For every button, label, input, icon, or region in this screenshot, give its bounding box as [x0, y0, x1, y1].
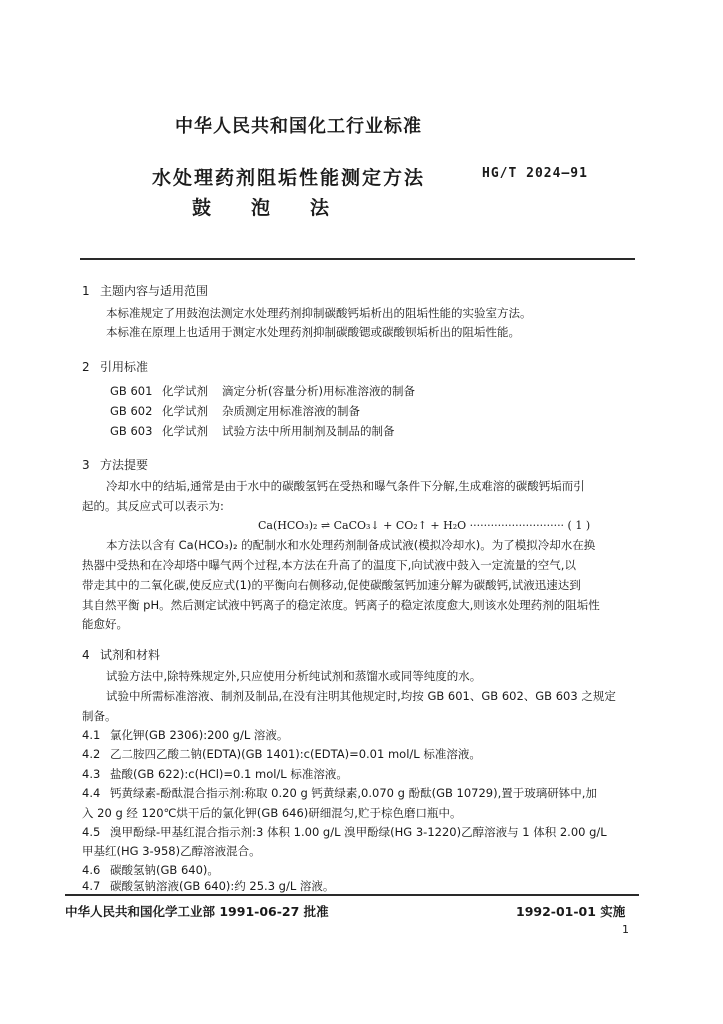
paragraph: 试验中所需标准溶液、制剂及制品,在没有注明其他规定时,均按 GB 601、GB 602、GB 603 之规定	[106, 689, 616, 703]
page-number: 1	[622, 923, 629, 936]
section-4-heading	[82, 646, 160, 663]
item-text: 溴甲酚绿-甲基红混合指示剂:3 体积 1.00 g/L 溴甲酚绿(HG 3-1220)乙醇溶液与 1 体积 2.00 g/L	[110, 825, 607, 839]
reagent-item	[82, 879, 334, 893]
paragraph: 本方法以含有 Ca(HCO₃)₂ 的配制水和水处理药剂制备成试液(模拟冷却水)。为了模拟冷却水在换	[106, 538, 596, 552]
section-number: 3	[82, 458, 90, 472]
issuing-organization: 中华人民共和国化工行业标准	[175, 116, 422, 137]
reaction-equation: Ca(HCO₃)₂ ⇌ CaCO₃↓ + CO₂↑ + H₂O ··························· ( 1 )	[258, 519, 591, 532]
paragraph: 本标准在原理上也适用于测定水处理药剂抑制碳酸锶或碳酸钡垢析出的阻垢性能。	[106, 325, 520, 339]
section-number: 1	[82, 284, 90, 298]
section-number: 4	[82, 648, 90, 662]
reference-code: GB 602	[110, 404, 153, 418]
section-title: 方法提要	[100, 458, 149, 472]
section-3-heading	[82, 456, 148, 473]
reagent-item	[82, 767, 348, 781]
section-1-heading	[82, 282, 208, 299]
item-text: 甲基红(HG 3-958)乙醇溶液混合。	[82, 844, 261, 858]
item-text: 钙黄绿素-酚酞混合指示剂:称取 0.20 g 钙黄绿素,0.070 g 酚酞(GB 10729),置于玻璃研钵中,加	[110, 786, 597, 800]
item-number: 4.1	[82, 728, 101, 742]
reference-row	[110, 384, 415, 398]
item-number: 4.2	[82, 747, 101, 761]
paragraph: 本标准规定了用鼓泡法测定水处理药剂抑制碳酸钙垢析出的阻垢性能的实验室方法。	[106, 306, 532, 320]
reference-category: 化学试剂	[162, 404, 208, 418]
section-title: 试剂和材料	[100, 648, 161, 662]
reference-category: 化学试剂	[162, 384, 208, 398]
section-title: 主题内容与适用范围	[100, 284, 209, 298]
reference-row	[110, 404, 360, 418]
paragraph: 制备。	[82, 709, 117, 723]
reagent-item	[82, 825, 607, 839]
reference-title: 杂质测定用标准溶液的制备	[222, 404, 360, 418]
item-text: 氯化钾(GB 2306):200 g/L 溶液。	[110, 728, 289, 742]
section-title: 引用标准	[100, 360, 149, 374]
header-divider	[80, 258, 635, 260]
paragraph: 能愈好。	[82, 617, 128, 631]
reference-code: GB 601	[110, 384, 153, 398]
reference-title: 滴定分析(容量分析)用标准溶液的制备	[222, 384, 415, 398]
section-2-heading	[82, 358, 148, 375]
document-title: 水处理药剂阻垢性能测定方法	[152, 167, 426, 189]
section-number: 2	[82, 360, 90, 374]
item-text: 碳酸氢钠(GB 640)。	[110, 863, 219, 877]
footer-divider	[65, 894, 639, 896]
paragraph: 热器中受热和在冷却塔中曝气两个过程,本方法在升高了的温度下,向试液中鼓入一定流量的空气,以	[82, 558, 576, 572]
reference-category: 化学试剂	[162, 424, 208, 438]
reagent-item	[82, 786, 597, 800]
item-text: 碳酸氢钠溶液(GB 640):约 25.3 g/L 溶液。	[110, 879, 335, 893]
implementation-date: 1992-01-01 实施	[516, 904, 626, 919]
reagent-item-continuation	[82, 806, 461, 820]
reagent-item-continuation	[82, 844, 261, 858]
paragraph: 其自然平衡 pH。然后测定试液中钙离子的稳定浓度。钙离子的稳定浓度愈大,则该水处理药剂的阻垢性	[82, 598, 600, 612]
reference-row	[110, 424, 395, 438]
item-number: 4.7	[82, 879, 101, 893]
reagent-item	[82, 747, 481, 761]
paragraph: 冷却水中的结垢,通常是由于水中的碳酸氢钙在受热和曝气条件下分解,生成难溶的碳酸钙垢而引	[106, 479, 585, 493]
paragraph: 带走其中的二氧化碳,使反应式(1)的平衡向右侧移动,促使碳酸氢钙加速分解为碳酸钙,试液迅速达到	[82, 578, 581, 592]
reference-title: 试验方法中所用制剂及制品的制备	[222, 424, 395, 438]
item-number: 4.4	[82, 786, 101, 800]
reagent-item	[82, 863, 219, 877]
item-text: 盐酸(GB 622):c(HCl)=0.1 mol/L 标准溶液。	[110, 767, 348, 781]
reagent-item	[82, 728, 288, 742]
item-number: 4.3	[82, 767, 101, 781]
standard-code: HG/T 2024—91	[482, 166, 588, 181]
document-subtitle: 鼓泡法	[192, 197, 370, 219]
item-number: 4.6	[82, 863, 101, 877]
paragraph: 起的。其反应式可以表示为:	[82, 499, 224, 513]
paragraph: 试验方法中,除特殊规定外,只应使用分析纯试剂和蒸馏水或同等纯度的水。	[106, 669, 482, 683]
item-number: 4.5	[82, 825, 101, 839]
item-text: 乙二胺四乙酸二钠(EDTA)(GB 1401):c(EDTA)=0.01 mol/L 标准溶液。	[110, 747, 481, 761]
reference-code: GB 603	[110, 424, 153, 438]
item-text: 入 20 g 经 120℃烘干后的氯化钾(GB 646)研细混匀,贮于棕色磨口瓶中。	[82, 806, 462, 820]
approval-notice: 中华人民共和国化学工业部 1991-06-27 批准	[65, 904, 329, 919]
